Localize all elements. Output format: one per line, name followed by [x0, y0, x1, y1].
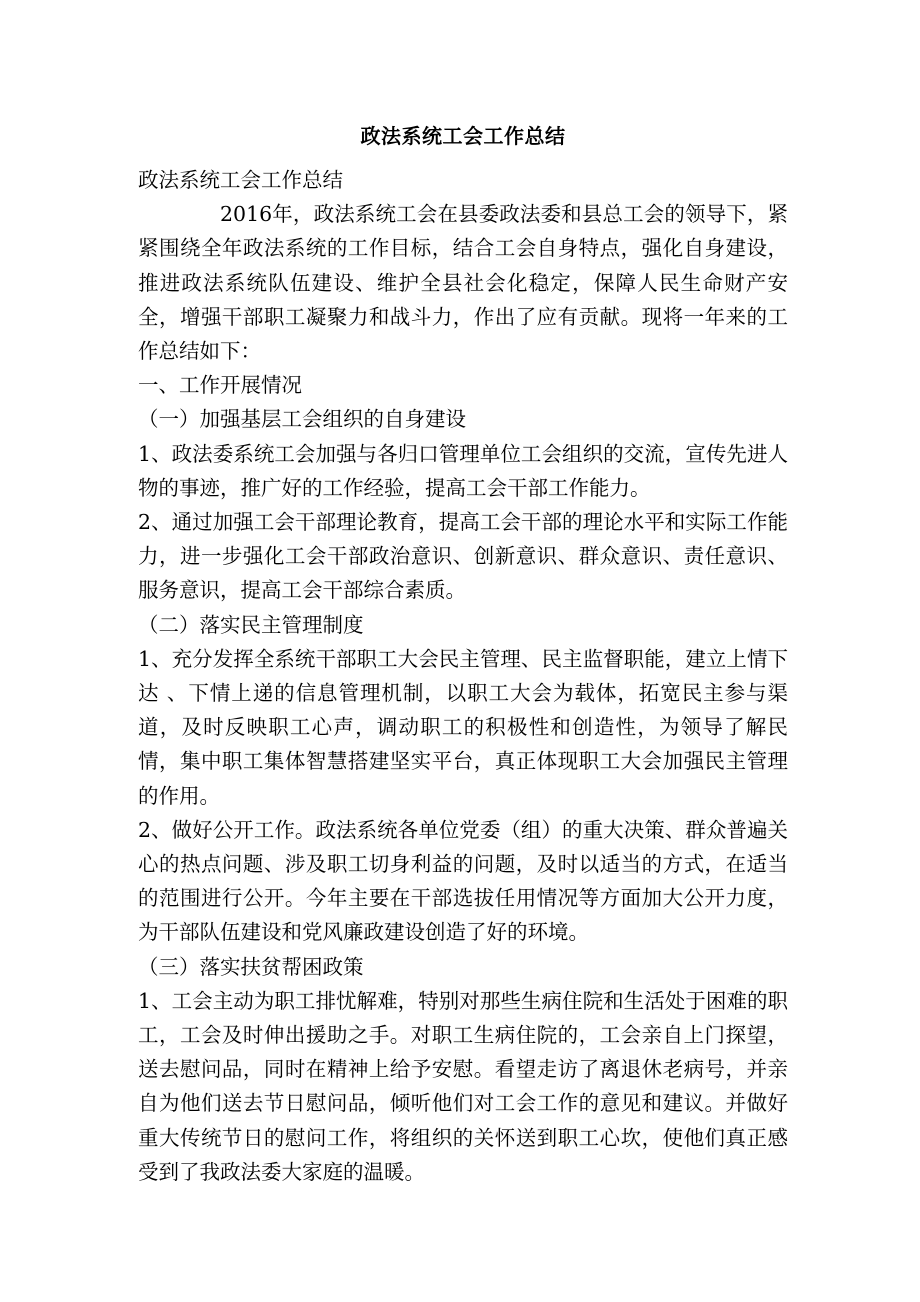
paragraph-2-1: 1、充分发挥全系统干部职工大会民主管理、民主监督职能，建立上情下达 、下情上递的信息管理机制，以职工大会为载体，拓宽民主参与渠道，及时反映职工心声，调动职工的积极性和创造性，为领导了解民情，集中职工集体智慧搭建坚实平台，真正体现职工大会加强民主管理的作用。 — [138, 646, 788, 808]
paragraph-intro: 2016年，政法系统工会在县委政法委和县总工会的领导下，紧紧围绕全年政法系统的工作目标，结合工会自身特点，强化自身建设，推进政法系统队伍建设、维护全县社会化稳定，保障人民生命财产安全，增强干部职工凝聚力和战斗力，作出了应有贡献。现将一年来的工作总结如下： — [138, 202, 788, 364]
document-subtitle: 政法系统工会工作总结 — [138, 168, 343, 192]
subsection-heading-3: （三）落实扶贫帮困政策 — [138, 954, 364, 979]
subsection-heading-2: （二）落实民主管理制度 — [138, 612, 364, 637]
paragraph-3-1: 1、工会主动为职工排忧解难，特别对那些生病住院和生活处于困难的职工，工会及时伸出援助之手。对职工生病住院的，工会亲自上门探望，送去慰问品，同时在精神上给予安慰。看望走访了离退休老病号，并亲自为他们送去节日慰问品，倾听他们对工会工作的意见和建议。并做好重大传统节日的慰问工作，将组织的关怀送到职工心坎，使他们真正感受到了我政法委大家庭的温暖。 — [138, 988, 788, 1184]
paragraph-1-1: 1、政法委系统工会加强与各归口管理单位工会组织的交流，宣传先进人物的事迹，推广好的工作经验，提高工会干部工作能力。 — [138, 441, 788, 500]
document-body — [138, 163, 788, 1189]
document-title: 政法系统工会工作总结 — [360, 124, 566, 148]
section-heading-1: 一、工作开展情况 — [138, 373, 302, 398]
subsection-heading-1: （一）加强基层工会组织的自身建设 — [138, 407, 466, 432]
paragraph-1-2: 2、通过加强工会干部理论教育，提高工会干部的理论水平和实际工作能力，进一步强化工会干部政治意识、创新意识、群众意识、责任意识、服务意识，提高工会干部综合素质。 — [138, 510, 788, 603]
document-page — [138, 0, 788, 1302]
paragraph-2-2: 2、做好公开工作。政法系统各单位党委（组）的重大决策、群众普遍关心的热点问题、涉及职工切身利益的问题，及时以适当的方式，在适当的范围进行公开。今年主要在干部选拔任用情况等方面加大公开力度，为干部队伍建设和党风廉政建设创造了好的环境。 — [138, 817, 788, 945]
